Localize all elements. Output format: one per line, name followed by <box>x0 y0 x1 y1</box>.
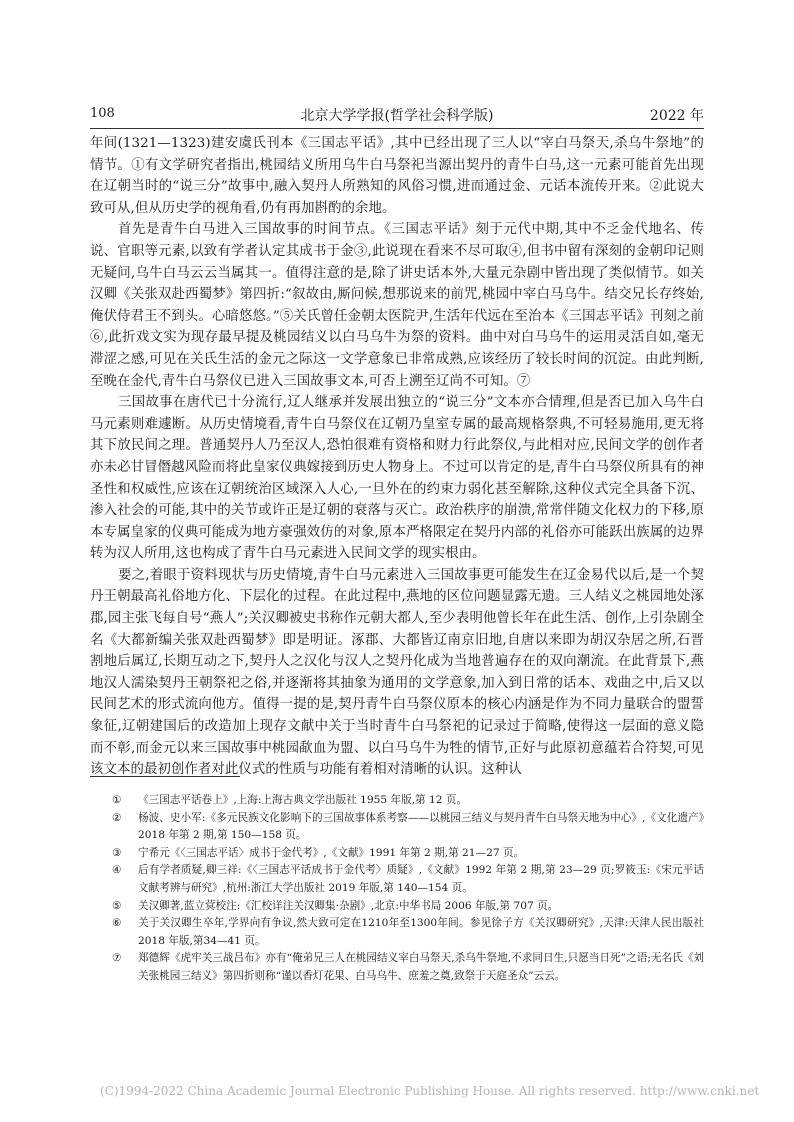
journal-title: 北京大学学报(哲学社会科学版) <box>300 108 494 124</box>
footnote-text: 宁希元《〈三国志平话〉成书于金代考》,《文献》1991 年第 2 期,第 21—27 页。 <box>138 846 525 859</box>
footnote-text: 后有学者质疑,卿三祥:《〈三国志平话成书于金代考〉质疑》,《文献》1992 年第 2 期,第 23—29 页;罗筱玉:《宋元平话文献考辨与研究》,杭州:浙江大学出版社 2019 年版,第 140—154 页。 <box>138 864 704 894</box>
body-paragraph: 三国故事在唐代已十分流行,辽人继承并发展出独立的“说三分”文本亦合情理,但是否已加入乌牛白马元素则难遽断。从历史情境看,青牛白马祭仪在辽朝乃皇室专属的最高规格祭典,不可轻易施用,更无将其下放民间之理。普通契丹人乃至汉人,恐怕很难有资格和财力行此祭仪,与此相对应,民间文学的创作者亦未必甘冒僭越风险而将此皇家仪典嫁接到历史人物身上。不过可以肯定的是,青牛白马祭仪所具有的神圣性和权威性,应该在辽朝统治区域深入人心,一旦外在的约束力弱化甚至解除,这种仪式完全具备下沉、渗入社会的可能,其中的关节或许正是辽朝的衰落与灭亡。政治秩序的崩溃,常常伴随文化权力的下移,原本专属皇家的仪典可能成为地方豪强效仿的对象,原本严格限定在契丹内部的礼俗亦可能跃出族属的边界转为汉人所用,这也构成了青牛白马元素进入民间文学的现实根由。 <box>90 395 704 562</box>
footnote <box>112 810 704 845</box>
footnotes <box>112 792 704 986</box>
page-number: 108 <box>90 106 115 121</box>
footnote-text: 关于关汉卿生卒年,学界向有争议,然大致可定在1210年至1300年间。参见徐子方《关汉卿研究》,天津:天津人民出版社 2018 年版,第34—41 页。 <box>138 917 704 947</box>
footnote-mark: ② <box>112 811 122 824</box>
footnote <box>112 845 704 863</box>
footnote-mark: ④ <box>112 864 122 877</box>
footnote-mark: ③ <box>112 846 122 859</box>
footnote-mark: ⑤ <box>112 899 122 912</box>
article-body <box>90 133 704 781</box>
running-header <box>90 104 704 129</box>
footnote-mark: ① <box>112 794 122 806</box>
body-paragraph: 要之,着眼于资料现状与历史情境,青牛白马元素进入三国故事更可能发生在辽金易代以后,是一个契丹王朝最高礼俗地方化、下层化的过程。在此过程中,燕地的区位问题显露无遗。三人结义之桃园地处涿郡,园主张飞每自号“燕人”;关汉卿被史书称作元朝大都人,至少表明他曾长年在此生活、创作,上引杂剧全名《大都新编关张双赴西蜀梦》即是明证。涿郡、大都皆辽南京旧地,自唐以来即为胡汉杂居之所,石晋割地后属辽,长期互动之下,契丹人之汉化与汉人之契丹化成为当地普遍存在的双向潮流。在此背景下,燕地汉人濡染契丹王朝祭祀之俗,并逐渐将其抽象为通用的文学意象,加入到日常的话本、戏曲之中,后又以民间艺术的形式流向他方。值得一提的是,契丹青牛白马祭仪原本的核心内涵是作为不同力量联合的盟誓象征,辽朝建国后的改造加上现存文献中关于当时青牛白马祭祀的记录过于简略,使得这一层面的意义隐而不彰,而金元以来三国故事中桃园歃血为盟、以白马乌牛为牲的情节,正好与此原初意蕴若合符契,可见该文本的最初创作者对此仪式的性质与功能有着相对清晰的认识。这种认 <box>90 567 704 778</box>
footnote-text: 关汉卿著,蓝立蓂校注:《汇校详注关汉卿集·杂剧》,北京:中华书局 2006 年版,第 707 页。 <box>138 899 559 912</box>
footnote-mark: ⑦ <box>112 952 122 965</box>
footnote-text: 郑德辉《虎牢关三战吕布》亦有“俺弟兄三人在桃园结义宰白马祭天,杀乌牛祭地,不求同日生,只愿当日死”之语;无名氏《刘关张桃园三结义》第四折则称“谨以香灯花果、白马乌牛、庶羞之奠,致祭于天庭圣众”云云。 <box>138 952 704 982</box>
footnote <box>112 862 704 897</box>
footnote-mark: ⑥ <box>112 917 122 930</box>
footnote-separator <box>90 776 240 777</box>
footnote-text: 《三国志平话卷上》,上海:上海古典文学出版社 1955 年版,第 12 页。 <box>138 794 468 806</box>
publication-year: 2022 年 <box>649 108 704 124</box>
footnote <box>112 898 704 916</box>
footnote <box>112 950 704 985</box>
body-paragraph: 首先是青牛白马进入三国故事的时间节点。《三国志平话》刻于元代中期,其中不乏金代地名、传说、官职等元素,以致有学者认定其成书于金③,此说现在看来不尽可取④,但书中留有深刻的金朝印记则无疑问,乌牛白马云云当属其一。值得注意的是,除了讲史话本外,大量元杂剧中皆出现了类似情节。如关汉卿《关张双赴西蜀梦》第四折:“叙故由,厮问候,想那说来的前咒,桃园中宰白马乌牛。结交兄长存终始,俺伏侍君王不到头。心暗悠悠。”⑤关氏曾任金朝太医院尹,生活年代远在至治本《三国志平话》刊刻之前⑥,此折戏文实为现存最早提及桃园结义以白马乌牛为祭的资料。曲中对白马乌牛的运用灵活自如,毫无滞涩之感,可见在关氏生活的金元之际这一文学意象已非常成熟,应该经历了较长时间的沉淀。由此判断,至晚在金代,青牛白马祭仪已进入三国故事文本,可否上溯至辽尚不可知。⑦ <box>90 222 704 389</box>
body-paragraph: 年间(1321—1323)建安虞氏刊本《三国志平话》,其中已经出现了三人以“宰白马祭天,杀乌牛祭地”的情节。①有文学研究者指出,桃园结义所用乌牛白马祭祀当源出契丹的青牛白马,这一元素可能首先出现在辽朝当时的“说三分”故事中,融入契丹人所熟知的风俗习惯,进而通过金、元话本流传开来。②此说大致可从,但从历史学的视角看,仍有再加斟酌的余地。 <box>90 136 704 216</box>
footnote <box>112 792 704 810</box>
copyright-watermark: (C)1994-2022 China Academic Journal Electronic Publishing House. All rights reserved. http://www.cnki.net <box>100 1084 760 1098</box>
footnote <box>112 915 704 950</box>
footnote-text: 杨波、史小军:《多元民族文化影响下的三国故事体系考察——以桃园三结义与契丹青牛白马祭天地为中心》,《文化遗产》2018 年第 2 期,第 150—158 页。 <box>138 811 704 842</box>
